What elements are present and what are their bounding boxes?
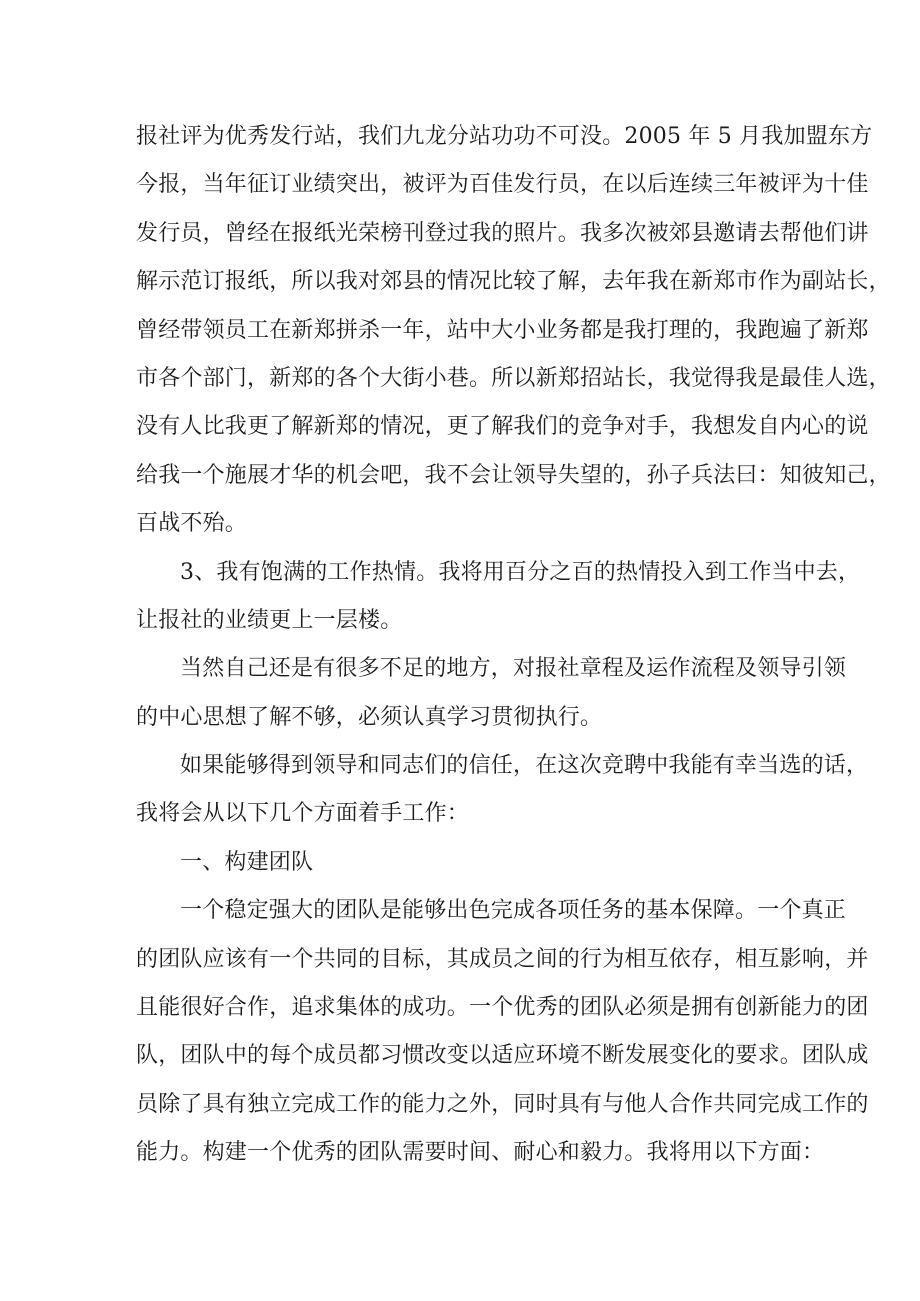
text-line: 今报，当年征订业绩突出，被评为百佳发行员，在以后连续三年被评为十佳 [136, 172, 869, 198]
text-line: 一个稳定强大的团队是能够出色完成各项任务的基本保障。一个真正 [180, 898, 847, 924]
text-line: 我将会从以下几个方面着手工作： [136, 801, 470, 827]
text-line: 给我一个施展才华的机会吧，我不会让领导失望的，孙子兵法曰：知彼知己， [136, 462, 891, 488]
text-line: 员除了具有独立完成工作的能力之外，同时具有与他人合作共同完成工作的 [136, 1091, 869, 1117]
text-line: 发行员，曾经在报纸光荣榜刊登过我的照片。我多次被郊县邀请去帮他们讲 [136, 220, 869, 246]
text-line: 能力。构建一个优秀的团队需要时间、耐心和毅力。我将用以下方面： [136, 1140, 825, 1166]
text-line: 队，团队中的每个成员都习惯改变以适应环境不断发展变化的要求。团队成 [136, 1043, 869, 1069]
text-line: 让报社的业绩更上一层楼。 [136, 607, 403, 633]
text-line: 市各个部门，新郑的各个大街小巷。所以新郑招站长，我觉得我是最佳人选， [136, 365, 891, 391]
text-line: 解示范订报纸，所以我对郊县的情况比较了解，去年我在新郑市作为副站长， [136, 269, 891, 295]
document-page [136, 113, 891, 1178]
text-line: 的团队应该有一个共同的目标，其成员之间的行为相互依存，相互影响，并 [136, 946, 869, 972]
text-line: 当然自己还是有很多不足的地方，对报社章程及运作流程及领导引领 [180, 656, 847, 682]
text-line: 3、我有饱满的工作热情。我将用百分之百的热情投入到工作当中去， [180, 559, 861, 585]
text-line: 曾经带领员工在新郑拼杀一年，站中大小业务都是我打理的，我跑遍了新郑 [136, 317, 869, 343]
text-line: 的中心思想了解不够，必须认真学习贯彻执行。 [136, 704, 603, 730]
text-line: 如果能够得到领导和同志们的信任，在这次竞聘中我能有幸当选的话， [180, 753, 869, 779]
text-line: 百战不殆。 [136, 511, 248, 537]
text-line: 一、构建团队 [180, 849, 314, 875]
text-line: 报社评为优秀发行站，我们九龙分站功功不可没。2005 年 5 月我加盟东方 [136, 124, 873, 149]
text-line: 没有人比我更了解新郑的情况，更了解我们的竞争对手，我想发自内心的说 [136, 414, 869, 440]
text-line: 且能很好合作，追求集体的成功。一个优秀的团队必须是拥有创新能力的团 [136, 995, 869, 1021]
